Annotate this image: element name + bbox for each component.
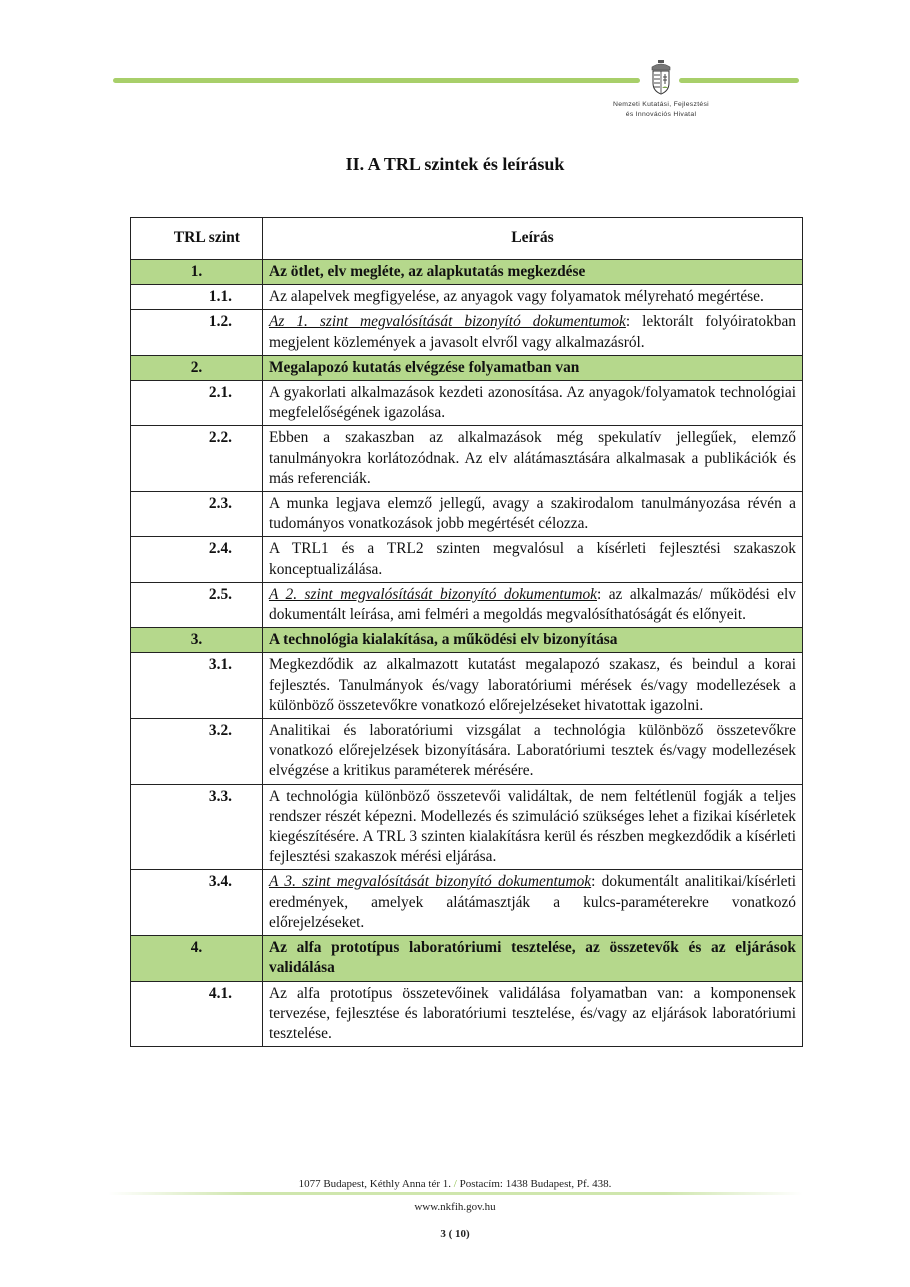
- description-cell: [263, 381, 803, 426]
- trl-table: [130, 217, 803, 1047]
- table-row: [131, 653, 803, 719]
- table-row: [131, 381, 803, 426]
- level-row: [131, 936, 803, 981]
- trl-code-cell: 3.: [131, 628, 263, 653]
- header-rule-left: [113, 78, 640, 83]
- description-cell: [263, 653, 803, 719]
- trl-code-cell: 2.4.: [131, 537, 263, 582]
- evidence-label: Az 1. szint megvalósítását bizonyító dokumentumok: [269, 313, 626, 331]
- description-text: : dokumentált analitikai/kísérleti eredmények, amelyek alátámasztják a kulcs-paraméterekre vonatkozó előrejelzéseket.: [269, 873, 796, 931]
- organization-name-line1: Nemzeti Kutatási, Fejlesztési: [613, 101, 709, 108]
- description-text: Megalapozó kutatás elvégzése folyamatban van: [269, 358, 580, 376]
- trl-code-cell: 4.: [131, 936, 263, 981]
- trl-code-cell: 3.1.: [131, 653, 263, 719]
- footer-website: www.nkfih.gov.hu: [414, 1201, 496, 1213]
- table-row: [131, 981, 803, 1047]
- trl-code-cell: 2.1.: [131, 381, 263, 426]
- level-row: [131, 355, 803, 380]
- description-text: Analitikai és laboratóriumi vizsgálat a technológia különböző összetevőkre vonatkozó előrejelzések bizonyítására. Laboratóriumi tesztek és/vagy modellezések elvégzése a kritikus paraméterek mérésére.: [269, 722, 796, 780]
- trl-code-cell: 2.2.: [131, 426, 263, 492]
- description-cell: [263, 784, 803, 870]
- footer-rule: [108, 1192, 803, 1195]
- description-text: A munka legjava elemző jellegű, avagy a szakirodalom tanulmányozása révén a tudományos vonatkozások jobb megértését célozza.: [269, 495, 796, 533]
- description-cell: [263, 285, 803, 310]
- level-row: [131, 260, 803, 285]
- description-cell: [263, 260, 803, 285]
- description-text: A TRL1 és a TRL2 szinten megvalósul a kísérleti fejlesztési szakaszok konceptualizálása.: [269, 540, 796, 578]
- description-cell: [263, 628, 803, 653]
- hungarian-coat-of-arms-icon: [648, 60, 674, 96]
- evidence-label: A 2. szint megvalósítását bizonyító dokumentumok: [269, 585, 598, 603]
- description-text: Az alfa prototípus összetevőinek validálása folyamatban van: a komponensek tervezése, fejlesztése és laboratóriumi tesztelése, és/vagy az eljárások laboratóriumi tesztelése.: [269, 984, 796, 1042]
- evidence-label: A 3. szint megvalósítását bizonyító dokumentumok: [269, 873, 592, 891]
- description-text: Az alfa prototípus laboratóriumi tesztelése, az összetevők és az eljárások validálása: [269, 939, 796, 977]
- table-row: [131, 719, 803, 785]
- table-row: [131, 426, 803, 492]
- table-row: [131, 310, 803, 355]
- level-row: [131, 628, 803, 653]
- organization-name: [560, 100, 762, 119]
- trl-code-cell: 1.1.: [131, 285, 263, 310]
- footer-address: [0, 1178, 910, 1190]
- description-text: A technológia különböző összetevői validáltak, de nem feltétlenül fogják a teljes rendszer részét képezni. Modellezés és szimuláció szükséges lehet a fizikai kísérletek kiegészítésére. A TRL 3 szinten kialakításra kerül és részben megkezdődik a kísérleti fejlesztési szakaszok mérési eljárása.: [269, 787, 796, 866]
- page-number: 3 ( 10): [440, 1228, 470, 1240]
- trl-code-cell: 4.1.: [131, 981, 263, 1047]
- description-cell: [263, 492, 803, 537]
- trl-code-cell: 3.4.: [131, 870, 263, 936]
- trl-code-cell: 1.2.: [131, 310, 263, 355]
- description-text: Az alapelvek megfigyelése, az anyagok vagy folyamatok mélyreható megértése.: [269, 288, 764, 306]
- column-header-code: TRL szint: [131, 218, 263, 260]
- trl-code-cell: 3.2.: [131, 719, 263, 785]
- column-header-description: Leírás: [263, 218, 803, 260]
- description-text: : lektorált folyóiratokban megjelent közlemények a javasolt elvről vagy alkalmazásról.: [269, 313, 796, 351]
- description-text: Megkezdődik az alkalmazott kutatást megalapozó szakasz, és beindul a korai fejlesztés. Tanulmányok és/vagy laboratóriumi mérések és/vagy modellezések a különböző összetevőkre vonatkozó előrejelzéseket hivatottak igazolni.: [269, 656, 796, 714]
- footer-separator: /: [453, 1178, 457, 1190]
- organization-name-line2: és Innovációs Hivatal: [625, 110, 697, 118]
- description-text: : az alkalmazás/ működési elv dokumentált leírása, ami felméri a megoldás megvalósíthatóságát és előnyeit.: [269, 585, 796, 624]
- description-cell: [263, 355, 803, 380]
- trl-code-cell: 2.: [131, 355, 263, 380]
- description-cell: [263, 582, 803, 627]
- description-cell: [263, 310, 803, 355]
- description-text: A technológia kialakítása, a működési elv bizonyítása: [269, 631, 618, 649]
- table-row: [131, 285, 803, 310]
- table-header-row: [131, 218, 803, 260]
- table-row: [131, 784, 803, 870]
- table-row: [131, 537, 803, 582]
- page-title: II. A TRL szintek és leírásuk: [345, 154, 565, 174]
- footer-postal-address: Postacím: 1438 Budapest, Pf. 438.: [459, 1178, 612, 1190]
- trl-table-body: [131, 218, 803, 1047]
- description-text: Ebben a szakaszban az alkalmazások még spekulatív jellegűek, elemző tanulmányokra korlátozódnak. Az elv alátámasztására alkalmasak a publikációk és más referenciák.: [269, 429, 796, 487]
- description-cell: [263, 719, 803, 785]
- trl-code-cell: 2.5.: [131, 582, 263, 627]
- description-text: Az ötlet, elv megléte, az alapkutatás megkezdése: [269, 263, 586, 280]
- trl-code-cell: 3.3.: [131, 784, 263, 870]
- description-cell: [263, 537, 803, 582]
- description-cell: [263, 426, 803, 492]
- description-cell: [263, 870, 803, 936]
- footer-street-address: 1077 Budapest, Kéthly Anna tér 1.: [298, 1178, 452, 1190]
- description-text: A gyakorlati alkalmazások kezdeti azonosítása. Az anyagok/folyamatok technológiai megfelelőségének igazolása.: [269, 384, 796, 422]
- trl-code-cell: 2.3.: [131, 492, 263, 537]
- header-rule-right: [679, 78, 799, 83]
- table-row: [131, 492, 803, 537]
- table-row: [131, 582, 803, 627]
- trl-code-cell: 1.: [131, 260, 263, 285]
- description-cell: [263, 981, 803, 1047]
- table-row: [131, 870, 803, 936]
- description-cell: [263, 936, 803, 981]
